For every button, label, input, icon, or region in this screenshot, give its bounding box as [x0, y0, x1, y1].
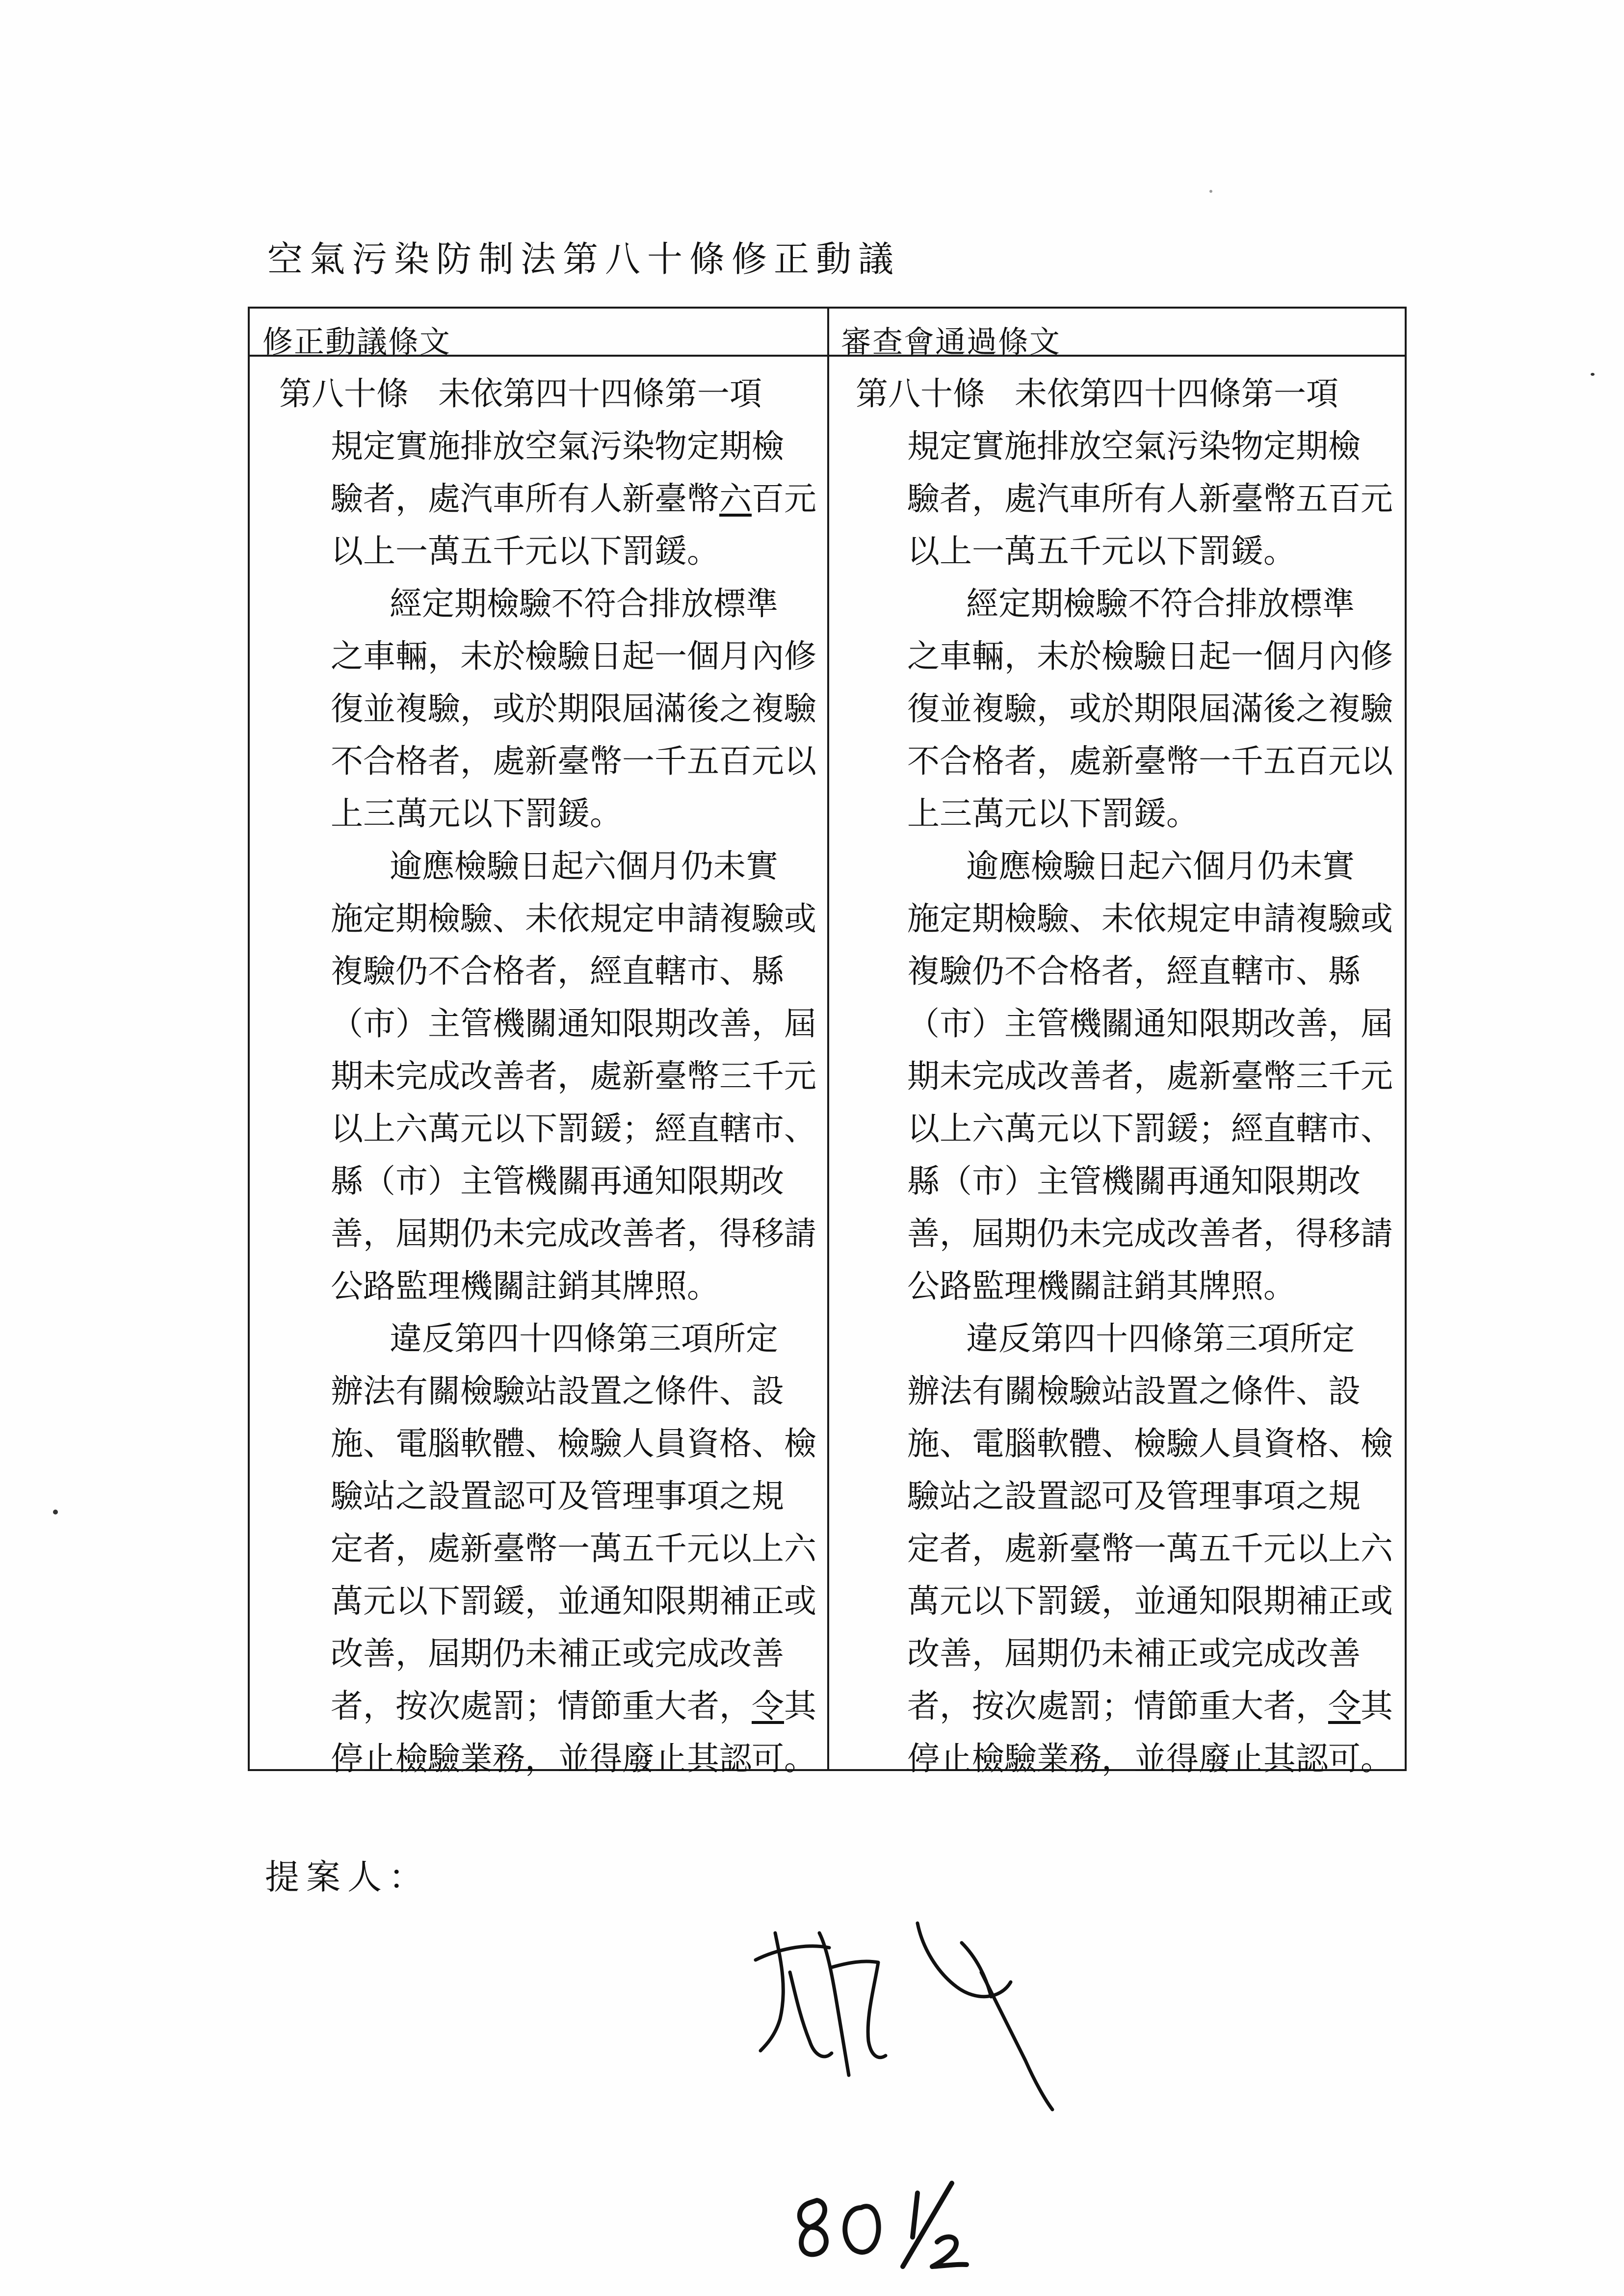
article-line: 復並複驗，或於期限屆滿後之複驗: [331, 690, 816, 728]
scan-speck: [1209, 190, 1212, 193]
handwritten-signature: [746, 1913, 1060, 2119]
article-line: 複驗仍不合格者，經直轄市、縣: [331, 952, 784, 990]
article-line: 復並複驗，或於期限屆滿後之複驗: [907, 690, 1393, 728]
article-line: 施定期檢驗、未依規定申請複驗或: [907, 900, 1393, 938]
article-line: 以上六萬元以下罰鍰；經直轄市、: [907, 1110, 1393, 1148]
committee-article: [856, 367, 1393, 1785]
article-line: 上三萬元以下罰鍰。: [331, 795, 622, 833]
article-line: 規定實施排放空氣污染物定期檢: [907, 427, 1361, 465]
scan-speck: [1591, 373, 1595, 376]
article-line: 縣（市）主管機關再通知限期改: [907, 1162, 1361, 1200]
article-line: 定者，處新臺幣一萬五千元以上六: [331, 1530, 816, 1567]
article-line: 施定期檢驗、未依規定申請複驗或: [331, 900, 816, 938]
paragraph-start-line: 違反第四十四條第三項所定: [390, 1320, 778, 1357]
article-line: （市）主管機關通知限期改善，屆: [331, 1005, 816, 1043]
underlined-char: 令: [752, 1687, 784, 1725]
article-line: 驗站之設置認可及管理事項之規: [907, 1477, 1361, 1515]
article-line: 之車輛，未於檢驗日起一個月內修: [331, 637, 816, 675]
header-committee-text: 審查會通過條文: [841, 324, 1061, 360]
article-line: 驗者，處汽車所有人新臺幣五百元: [907, 480, 1393, 518]
motion-article: [279, 367, 816, 1785]
article-line: 公路監理機關註銷其牌照。: [331, 1267, 719, 1305]
comparison-table: [248, 307, 1407, 1777]
underlined-char: 令: [1328, 1687, 1361, 1725]
article-line: 上三萬元以下罰鍰。: [907, 795, 1199, 833]
header-motion-text: 修正動議條文: [262, 324, 451, 360]
article-line: 以上一萬五千元以下罰鍰。: [331, 532, 719, 570]
article-line: 者，按次處罰；情節重大者，令其: [907, 1687, 1393, 1725]
paragraph-start-line: 逾應檢驗日起六個月仍未實: [966, 847, 1355, 885]
paragraph-start-line: 經定期檢驗不符合排放標準: [390, 585, 778, 623]
paragraph-start-line: 經定期檢驗不符合排放標準: [966, 585, 1355, 623]
article-line: 之車輛，未於檢驗日起一個月內修: [907, 637, 1393, 675]
article-line: 萬元以下罰鍰，並通知限期補正或: [907, 1582, 1393, 1620]
column-divider: [827, 309, 829, 1769]
article-line: 善，屆期仍未完成改善者，得移請: [907, 1215, 1393, 1252]
article-line: 萬元以下罰鍰，並通知限期補正或: [331, 1582, 816, 1620]
paragraph-start-line: 逾應檢驗日起六個月仍未實: [390, 847, 778, 885]
article-line: 施、電腦軟體、檢驗人員資格、檢: [331, 1425, 816, 1462]
article-line: 不合格者，處新臺幣一千五百元以: [331, 742, 816, 780]
paragraph-start-line: 違反第四十四條第三項所定: [966, 1320, 1355, 1357]
article-line: 定者，處新臺幣一萬五千元以上六: [907, 1530, 1393, 1567]
document-title: 空氣污染防制法第八十條修正動議: [267, 238, 901, 280]
article-line: 辦法有關檢驗站設置之條件、設: [907, 1372, 1361, 1410]
article-label: 第八十條: [856, 375, 985, 413]
article-line: 者，按次處罰；情節重大者，令其: [331, 1687, 816, 1725]
article-line: 複驗仍不合格者，經直轄市、縣: [907, 952, 1361, 990]
article-line: 驗者，處汽車所有人新臺幣六百元: [331, 480, 816, 518]
article-line: 以上一萬五千元以下罰鍰。: [907, 532, 1296, 570]
article-line: 以上六萬元以下罰鍰；經直轄市、: [331, 1110, 816, 1148]
article-line: 驗站之設置認可及管理事項之規: [331, 1477, 784, 1515]
article-line: 施、電腦軟體、檢驗人員資格、檢: [907, 1425, 1393, 1462]
amended-amount: 六: [719, 480, 752, 518]
scan-speck: [53, 1510, 58, 1514]
article-line: 辦法有關檢驗站設置之條件、設: [331, 1372, 784, 1410]
article-label: 第八十條: [279, 375, 409, 413]
article-line: 規定實施排放空氣污染物定期檢: [331, 427, 784, 465]
table-header-row: [250, 309, 1405, 360]
article-line: 停止檢驗業務，並得廢止其認可。: [331, 1740, 816, 1777]
article-line: 停止檢驗業務，並得廢止其認可。: [907, 1740, 1393, 1777]
article-line: 不合格者，處新臺幣一千五百元以: [907, 742, 1393, 780]
article-line: 縣（市）主管機關再通知限期改: [331, 1162, 784, 1200]
article-line: 改善，屆期仍未補正或完成改善: [907, 1635, 1361, 1672]
article-line: 第八十條 未依第四十四條第一項: [856, 375, 1338, 413]
article-line: 善，屆期仍未完成改善者，得移請: [331, 1215, 816, 1252]
article-line: 期未完成改善者，處新臺幣三千元: [907, 1057, 1393, 1095]
handwritten-page-mark: [790, 2173, 996, 2271]
article-line: 第八十條 未依第四十四條第一項: [279, 375, 762, 413]
article-line: 期未完成改善者，處新臺幣三千元: [331, 1057, 816, 1095]
article-line: （市）主管機關通知限期改善，屆: [907, 1005, 1393, 1043]
article-line: 改善，屆期仍未補正或完成改善: [331, 1635, 784, 1672]
article-line: 公路監理機關註銷其牌照。: [907, 1267, 1296, 1305]
proposer-label: 提案人：: [265, 1857, 430, 1897]
